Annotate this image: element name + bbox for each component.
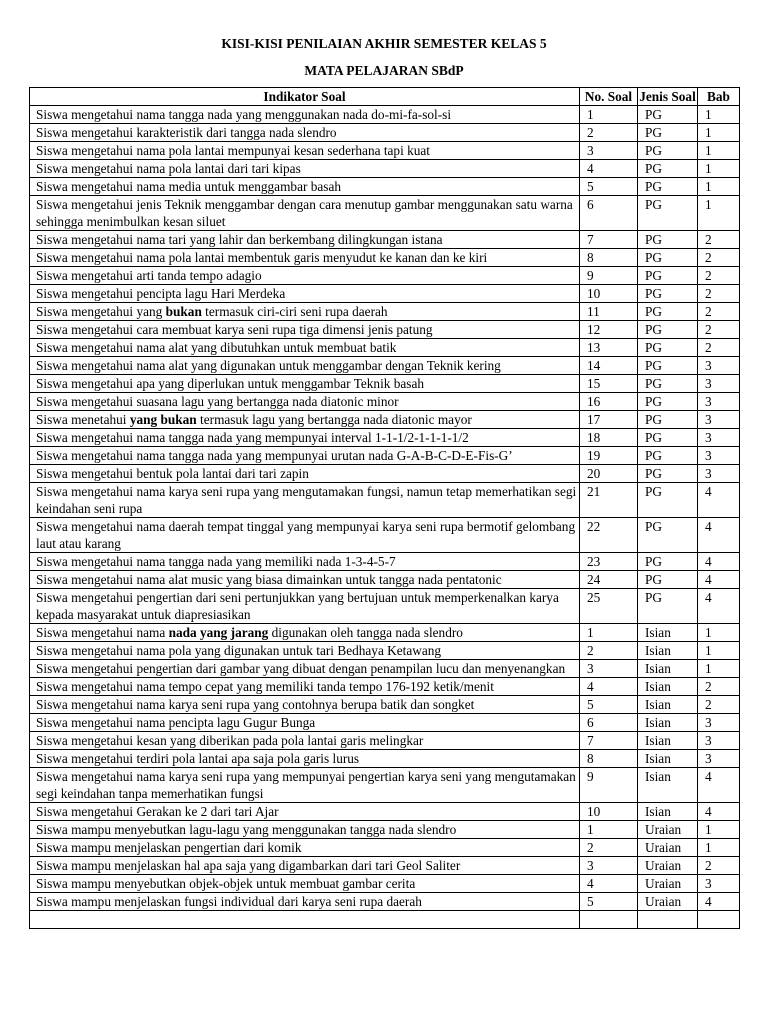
jenis-soal-cell: PG (638, 465, 698, 483)
jenis-soal-cell: Isian (638, 642, 698, 660)
jenis-soal-cell: PG (638, 124, 698, 142)
table-row (30, 857, 740, 875)
indikator-cell (30, 857, 580, 875)
indikator-text: Siswa mengetahui Gerakan ke 2 dari tari Ajar (36, 804, 279, 819)
bab-cell: 4 (698, 518, 740, 553)
no-soal-cell: 8 (580, 750, 638, 768)
indikator-text: Siswa mengetahui yang (36, 304, 166, 319)
bab-cell: 3 (698, 875, 740, 893)
table-row (30, 142, 740, 160)
bab-cell: 1 (698, 821, 740, 839)
bab-cell: 4 (698, 803, 740, 821)
indikator-cell (30, 249, 580, 267)
jenis-soal-cell: PG (638, 267, 698, 285)
table-row (30, 393, 740, 411)
header-no-soal: No. Soal (580, 88, 638, 106)
table-row (30, 660, 740, 678)
bab-cell: 3 (698, 357, 740, 375)
table-row (30, 696, 740, 714)
jenis-soal-cell: Isian (638, 660, 698, 678)
no-soal-cell: 4 (580, 160, 638, 178)
indikator-text: Siswa mengetahui karakteristik dari tangga nada slendro (36, 125, 337, 140)
no-soal-cell: 3 (580, 660, 638, 678)
no-soal-cell: 9 (580, 768, 638, 803)
jenis-soal-cell: Uraian (638, 893, 698, 911)
empty-cell (580, 911, 638, 929)
bab-cell: 3 (698, 447, 740, 465)
indikator-cell (30, 732, 580, 750)
indikator-text: Siswa mengetahui nama alat yang digunakan untuk menggambar dengan Teknik kering (36, 358, 501, 373)
indikator-text: Siswa mengetahui nama media untuk menggambar basah (36, 179, 342, 194)
indikator-cell (30, 178, 580, 196)
table-row (30, 893, 740, 911)
no-soal-cell: 1 (580, 106, 638, 124)
no-soal-cell: 17 (580, 411, 638, 429)
table-row (30, 465, 740, 483)
indikator-cell (30, 447, 580, 465)
bab-cell: 3 (698, 750, 740, 768)
indikator-text: Siswa mengetahui nama daerah tempat tinggal yang mempunyai karya seni rupa bermotif gelombang laut atau karang (36, 519, 576, 551)
bab-cell: 2 (698, 857, 740, 875)
bab-cell: 1 (698, 642, 740, 660)
no-soal-cell: 5 (580, 696, 638, 714)
indikator-cell (30, 642, 580, 660)
bab-cell: 4 (698, 483, 740, 518)
jenis-soal-cell: Isian (638, 732, 698, 750)
bab-cell: 2 (698, 321, 740, 339)
indikator-cell (30, 267, 580, 285)
bab-cell: 3 (698, 393, 740, 411)
indikator-text: Siswa mengetahui nama tangga nada yang mempunyai urutan nada G-A-B-C-D-E-Fis-G’ (36, 448, 513, 463)
no-soal-cell: 5 (580, 893, 638, 911)
empty-cell (698, 911, 740, 929)
indikator-text: Siswa mengetahui nama tari yang lahir dan berkembang dilingkungan istana (36, 232, 443, 247)
table-row (30, 768, 740, 803)
indikator-text: Siswa mengetahui pencipta lagu Hari Merdeka (36, 286, 286, 301)
no-soal-cell: 6 (580, 196, 638, 231)
jenis-soal-cell: PG (638, 393, 698, 411)
indikator-cell (30, 768, 580, 803)
table-row-empty (30, 911, 740, 929)
no-soal-cell: 23 (580, 553, 638, 571)
indikator-cell (30, 839, 580, 857)
jenis-soal-cell: Uraian (638, 821, 698, 839)
indikator-text: Siswa mengetahui jenis Teknik menggambar dengan cara menutup gambar menggunakan satu warna sehingga menimbulkan kesan siluet (36, 197, 573, 229)
table-header-row (30, 88, 740, 106)
jenis-soal-cell: Isian (638, 750, 698, 768)
table-row (30, 678, 740, 696)
no-soal-cell: 25 (580, 589, 638, 624)
bab-cell: 2 (698, 249, 740, 267)
table-row (30, 231, 740, 249)
indikator-cell (30, 303, 580, 321)
bab-cell: 4 (698, 893, 740, 911)
indikator-text: Siswa mengetahui pengertian dari seni pertunjukkan yang bertujuan untuk memperkenalkan karya kepada masyarakat untuk diapresiasikan (36, 590, 559, 622)
indikator-cell (30, 375, 580, 393)
indikator-cell (30, 678, 580, 696)
indikator-text: termasuk lagu yang bertangga nada diatonic mayor (196, 412, 472, 427)
table-row (30, 160, 740, 178)
jenis-soal-cell: Isian (638, 678, 698, 696)
jenis-soal-cell: Isian (638, 696, 698, 714)
bab-cell: 1 (698, 106, 740, 124)
indikator-text: Siswa mengetahui nama karya seni rupa yang mempunyai pengertian karya seni yang mengutamakan segi keindahan tanpa memerhatikan fungsi (36, 769, 576, 801)
no-soal-cell: 2 (580, 642, 638, 660)
indikator-text: Siswa mengetahui nama pola yang digunakan untuk tari Bedhaya Ketawang (36, 643, 442, 658)
empty-cell (30, 911, 580, 929)
bab-cell: 1 (698, 660, 740, 678)
indikator-cell (30, 357, 580, 375)
indikator-cell (30, 875, 580, 893)
jenis-soal-cell: PG (638, 357, 698, 375)
jenis-soal-cell: Uraian (638, 839, 698, 857)
table-row (30, 750, 740, 768)
no-soal-cell: 7 (580, 732, 638, 750)
table-row (30, 732, 740, 750)
document-title: KISI-KISI PENILAIAN AKHIR SEMESTER KELAS 5 (221, 36, 547, 51)
bab-cell: 2 (698, 267, 740, 285)
indikator-cell (30, 553, 580, 571)
table-row (30, 267, 740, 285)
jenis-soal-cell: PG (638, 231, 698, 249)
indikator-text: Siswa mengetahui nama (36, 625, 169, 640)
empty-cell (638, 911, 698, 929)
indikator-cell (30, 518, 580, 553)
indikator-text: Siswa mengetahui nama karya seni rupa yang contohnya berupa batik dan songket (36, 697, 475, 712)
bab-cell: 1 (698, 196, 740, 231)
indikator-text: Siswa mengetahui nama pencipta lagu Gugur Bunga (36, 715, 316, 730)
jenis-soal-cell: PG (638, 553, 698, 571)
bab-cell: 1 (698, 142, 740, 160)
indikator-text: Siswa mampu menyebutkan lagu-lagu yang menggunakan tangga nada slendro (36, 822, 457, 837)
no-soal-cell: 9 (580, 267, 638, 285)
indikator-text: Siswa mengetahui nama tempo cepat yang memiliki tanda tempo 176-192 ketik/menit (36, 679, 494, 694)
jenis-soal-cell: PG (638, 429, 698, 447)
bab-cell: 3 (698, 375, 740, 393)
bab-cell: 3 (698, 714, 740, 732)
bab-cell: 4 (698, 589, 740, 624)
indikator-cell (30, 465, 580, 483)
jenis-soal-cell: PG (638, 285, 698, 303)
indikator-cell (30, 321, 580, 339)
indikator-cell (30, 589, 580, 624)
jenis-soal-cell: PG (638, 321, 698, 339)
no-soal-cell: 24 (580, 571, 638, 589)
bab-cell: 3 (698, 465, 740, 483)
no-soal-cell: 14 (580, 357, 638, 375)
indikator-text: Siswa mengetahui nama tangga nada yang menggunakan nada do-mi-fa-sol-si (36, 107, 452, 122)
jenis-soal-cell: Uraian (638, 875, 698, 893)
indikator-cell (30, 483, 580, 518)
no-soal-cell: 21 (580, 483, 638, 518)
no-soal-cell: 1 (580, 821, 638, 839)
no-soal-cell: 22 (580, 518, 638, 553)
indikator-text: Siswa mengetahui nama alat music yang biasa dimainkan untuk tangga nada pentatonic (36, 572, 502, 587)
no-soal-cell: 11 (580, 303, 638, 321)
no-soal-cell: 4 (580, 678, 638, 696)
indikator-cell (30, 231, 580, 249)
table-row (30, 714, 740, 732)
indikator-text: Siswa mengetahui terdiri pola lantai apa saja pola garis lurus (36, 751, 360, 766)
indikator-cell (30, 624, 580, 642)
header-indikator: Indikator Soal (30, 88, 580, 106)
no-soal-cell: 1 (580, 624, 638, 642)
indikator-cell (30, 893, 580, 911)
jenis-soal-cell: PG (638, 249, 698, 267)
table-row (30, 357, 740, 375)
bab-cell: 2 (698, 339, 740, 357)
table-row (30, 196, 740, 231)
indikator-text: Siswa mengetahui arti tanda tempo adagio (36, 268, 262, 283)
indikator-cell (30, 411, 580, 429)
no-soal-cell: 18 (580, 429, 638, 447)
bab-cell: 1 (698, 178, 740, 196)
header-bab: Bab (698, 88, 740, 106)
no-soal-cell: 3 (580, 857, 638, 875)
table-row (30, 821, 740, 839)
jenis-soal-cell: Uraian (638, 857, 698, 875)
indikator-text: Siswa mampu menjelaskan hal apa saja yang digambarkan dari tari Geol Saliter (36, 858, 461, 873)
document-subtitle: MATA PELAJARAN SBdP (304, 63, 464, 78)
indikator-text: Siswa mengetahui nama pola lantai dari tari kipas (36, 161, 301, 176)
bab-cell: 4 (698, 571, 740, 589)
indikator-text: Siswa mengetahui suasana lagu yang bertangga nada diatonic minor (36, 394, 399, 409)
bab-cell: 3 (698, 411, 740, 429)
jenis-soal-cell: Isian (638, 714, 698, 732)
no-soal-cell: 2 (580, 839, 638, 857)
table-row (30, 642, 740, 660)
table-row (30, 875, 740, 893)
jenis-soal-cell: PG (638, 339, 698, 357)
indikator-cell (30, 124, 580, 142)
no-soal-cell: 4 (580, 875, 638, 893)
bab-cell: 2 (698, 285, 740, 303)
table-row (30, 124, 740, 142)
table-row (30, 106, 740, 124)
bab-cell: 2 (698, 696, 740, 714)
indikator-cell (30, 285, 580, 303)
no-soal-cell: 10 (580, 285, 638, 303)
jenis-soal-cell: PG (638, 375, 698, 393)
indikator-cell (30, 803, 580, 821)
indikator-text: Siswa mampu menyebutkan objek-objek untuk membuat gambar cerita (36, 876, 416, 891)
indikator-text: yang bukan (129, 412, 197, 427)
no-soal-cell: 6 (580, 714, 638, 732)
bab-cell: 3 (698, 732, 740, 750)
table-row (30, 303, 740, 321)
table-row (30, 447, 740, 465)
indikator-cell (30, 696, 580, 714)
indikator-text: Siswa menetahui (36, 412, 130, 427)
indikator-cell (30, 393, 580, 411)
indikator-cell (30, 571, 580, 589)
table-row (30, 249, 740, 267)
indikator-text: Siswa mengetahui bentuk pola lantai dari tari zapin (36, 466, 309, 481)
table-row (30, 321, 740, 339)
kisi-kisi-table (29, 87, 740, 929)
bab-cell: 2 (698, 678, 740, 696)
jenis-soal-cell: PG (638, 160, 698, 178)
jenis-soal-cell: Isian (638, 768, 698, 803)
indikator-cell (30, 196, 580, 231)
jenis-soal-cell: PG (638, 447, 698, 465)
table-row (30, 839, 740, 857)
jenis-soal-cell: PG (638, 142, 698, 160)
jenis-soal-cell: PG (638, 571, 698, 589)
jenis-soal-cell: PG (638, 411, 698, 429)
table-row (30, 411, 740, 429)
table-body (30, 106, 740, 929)
bab-cell: 2 (698, 303, 740, 321)
no-soal-cell: 8 (580, 249, 638, 267)
indikator-text: Siswa mengetahui nama tangga nada yang mempunyai interval 1-1-1/2-1-1-1-1/2 (36, 430, 469, 445)
indikator-text: Siswa mengetahui nama pola lantai mempunyai kesan sederhana tapi kuat (36, 143, 430, 158)
indikator-text: digunakan oleh tangga nada slendro (268, 625, 463, 640)
table-row (30, 178, 740, 196)
bab-cell: 4 (698, 553, 740, 571)
indikator-cell (30, 821, 580, 839)
table-row (30, 339, 740, 357)
no-soal-cell: 5 (580, 178, 638, 196)
indikator-text: Siswa mengetahui pengertian dari gambar yang dibuat dengan penampilan lucu dan menyenangkan (36, 661, 566, 676)
no-soal-cell: 12 (580, 321, 638, 339)
no-soal-cell: 13 (580, 339, 638, 357)
jenis-soal-cell: PG (638, 303, 698, 321)
table-row (30, 285, 740, 303)
jenis-soal-cell: PG (638, 483, 698, 518)
table-row (30, 589, 740, 624)
jenis-soal-cell: PG (638, 589, 698, 624)
no-soal-cell: 20 (580, 465, 638, 483)
no-soal-cell: 7 (580, 231, 638, 249)
indikator-text: nada yang jarang (168, 625, 269, 640)
jenis-soal-cell: Isian (638, 624, 698, 642)
indikator-text: termasuk ciri-ciri seni rupa daerah (201, 304, 388, 319)
indikator-text: bukan (165, 304, 202, 319)
no-soal-cell: 3 (580, 142, 638, 160)
no-soal-cell: 2 (580, 124, 638, 142)
bab-cell: 2 (698, 231, 740, 249)
indikator-cell (30, 429, 580, 447)
no-soal-cell: 19 (580, 447, 638, 465)
indikator-text: Siswa mampu menjelaskan pengertian dari komik (36, 840, 302, 855)
jenis-soal-cell: PG (638, 106, 698, 124)
table-row (30, 375, 740, 393)
indikator-cell (30, 660, 580, 678)
indikator-cell (30, 142, 580, 160)
table-row (30, 624, 740, 642)
bab-cell: 1 (698, 624, 740, 642)
bab-cell: 1 (698, 124, 740, 142)
jenis-soal-cell: Isian (638, 803, 698, 821)
jenis-soal-cell: PG (638, 518, 698, 553)
indikator-text: Siswa mengetahui apa yang diperlukan untuk menggambar Teknik basah (36, 376, 425, 391)
table-row (30, 553, 740, 571)
table-row (30, 518, 740, 553)
indikator-text: Siswa mengetahui nama tangga nada yang memiliki nada 1-3-4-5-7 (36, 554, 396, 569)
indikator-cell (30, 714, 580, 732)
jenis-soal-cell: PG (638, 196, 698, 231)
indikator-text: Siswa mengetahui nama pola lantai membentuk garis menyudut ke kanan dan ke kiri (36, 250, 488, 265)
table-row (30, 571, 740, 589)
bab-cell: 3 (698, 429, 740, 447)
table-row (30, 483, 740, 518)
bab-cell: 1 (698, 160, 740, 178)
header-jenis-soal: Jenis Soal (639, 89, 696, 104)
no-soal-cell: 16 (580, 393, 638, 411)
table-row (30, 803, 740, 821)
bab-cell: 1 (698, 839, 740, 857)
indikator-cell (30, 106, 580, 124)
bab-cell: 4 (698, 768, 740, 803)
indikator-cell (30, 750, 580, 768)
no-soal-cell: 15 (580, 375, 638, 393)
indikator-cell (30, 160, 580, 178)
indikator-text: Siswa mengetahui cara membuat karya seni rupa tiga dimensi jenis patung (36, 322, 433, 337)
no-soal-cell: 10 (580, 803, 638, 821)
indikator-text: Siswa mengetahui nama karya seni rupa yang mengutamakan fungsi, namun tetap memerhatikan segi keindahan seni rupa (36, 484, 577, 516)
indikator-cell (30, 339, 580, 357)
jenis-soal-cell: PG (638, 178, 698, 196)
table-row (30, 429, 740, 447)
indikator-text: Siswa mampu menjelaskan fungsi individual dari karya seni rupa daerah (36, 894, 422, 909)
indikator-text: Siswa mengetahui nama alat yang dibutuhkan untuk membuat batik (36, 340, 397, 355)
indikator-text: Siswa mengetahui kesan yang diberikan pada pola lantai garis melingkar (36, 733, 424, 748)
